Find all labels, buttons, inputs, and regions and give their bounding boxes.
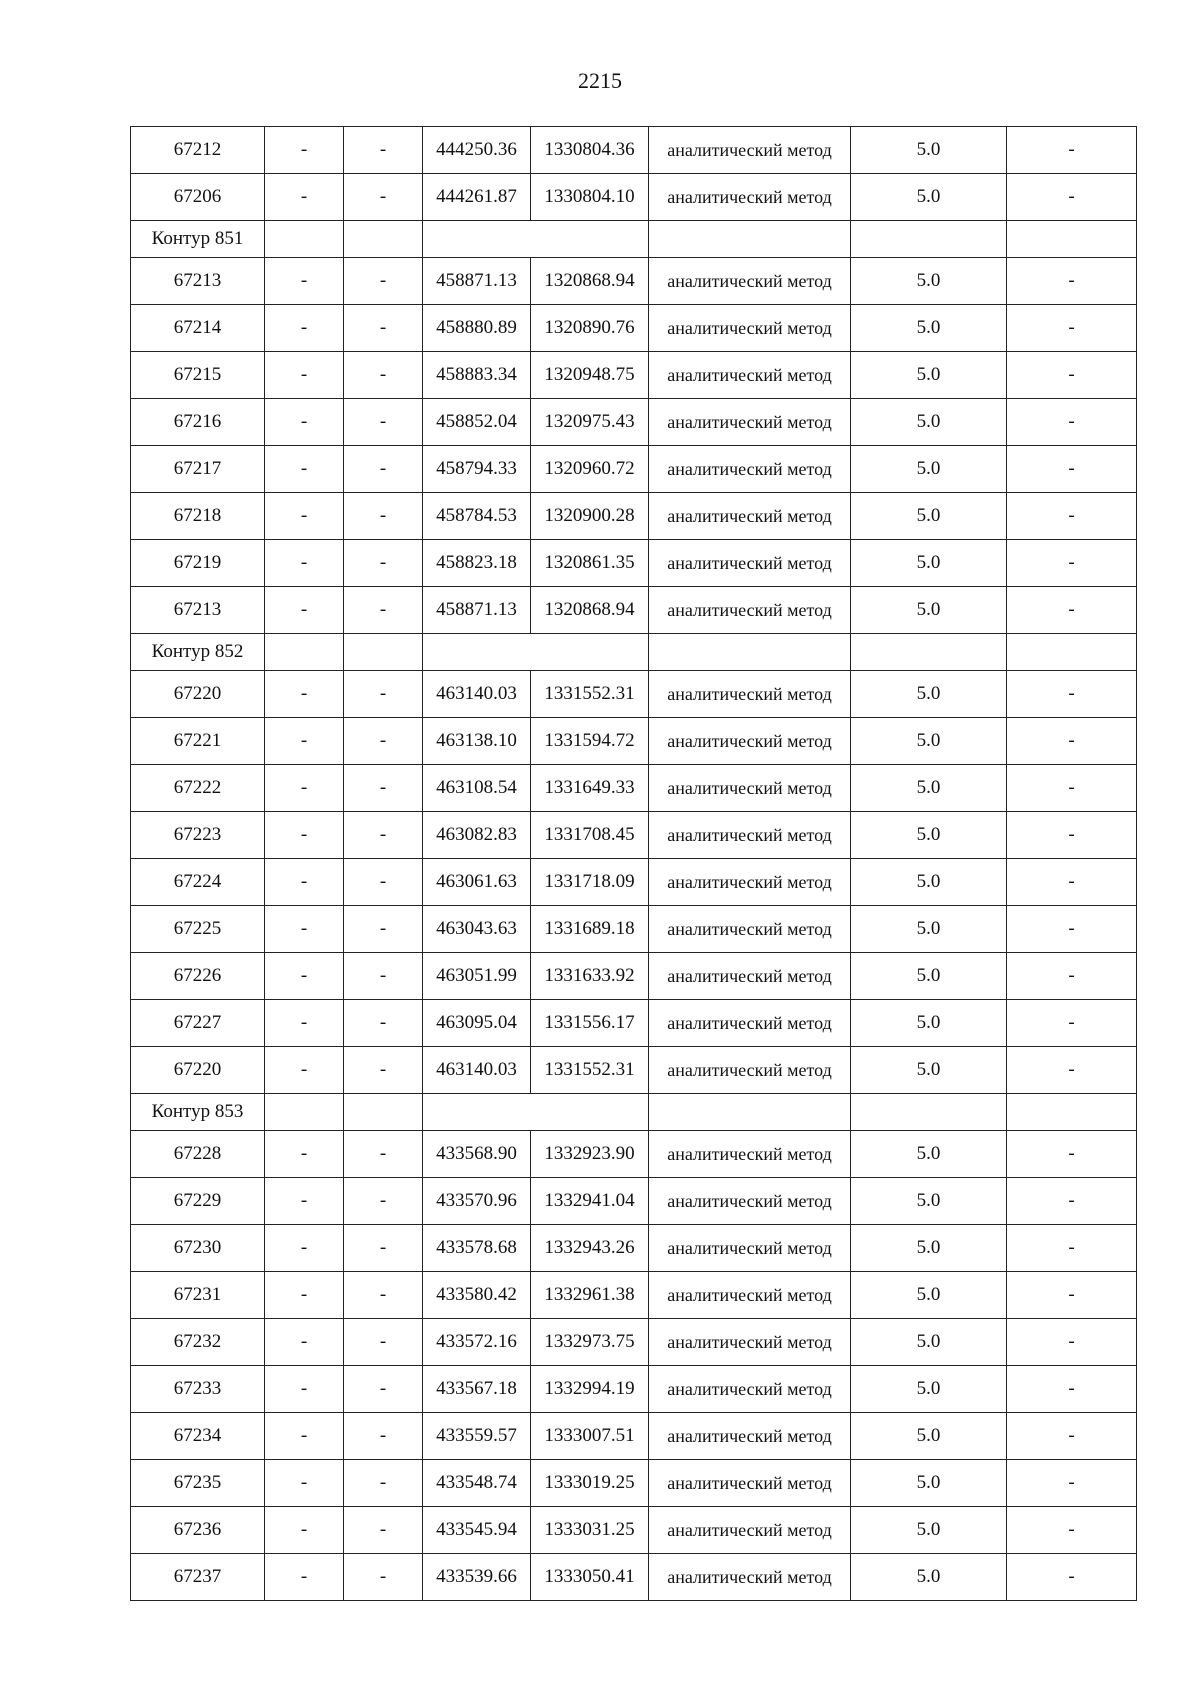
accuracy-cell: 5.0 (851, 258, 1007, 305)
dash-cell: - (265, 352, 344, 399)
dash-cell: - (344, 1047, 423, 1094)
accuracy-cell: 5.0 (851, 493, 1007, 540)
dash-cell: - (344, 1178, 423, 1225)
x-coordinate-cell: 433539.66 (423, 1554, 531, 1601)
y-coordinate-cell: 1331594.72 (531, 718, 649, 765)
dash-cell: - (265, 718, 344, 765)
x-coordinate-cell: 463108.54 (423, 765, 531, 812)
dash-cell: - (1007, 1507, 1137, 1554)
dash-cell: - (265, 127, 344, 174)
point-id-cell: 67218 (131, 493, 265, 540)
dash-cell: - (344, 671, 423, 718)
dash-cell: - (265, 1047, 344, 1094)
dash-cell: - (1007, 305, 1137, 352)
table-row (131, 587, 1137, 634)
table-row (131, 1460, 1137, 1507)
table-row (131, 906, 1137, 953)
method-cell: аналитический метод (649, 1554, 851, 1601)
empty-cell (1007, 1094, 1137, 1131)
point-id-cell: 67229 (131, 1178, 265, 1225)
y-coordinate-cell: 1332923.90 (531, 1131, 649, 1178)
x-coordinate-cell: 458883.34 (423, 352, 531, 399)
dash-cell: - (1007, 352, 1137, 399)
y-coordinate-cell: 1333007.51 (531, 1413, 649, 1460)
dash-cell: - (344, 1460, 423, 1507)
coordinates-table (130, 126, 1137, 1601)
dash-cell: - (1007, 812, 1137, 859)
table-row (131, 1047, 1137, 1094)
dash-cell: - (344, 174, 423, 221)
method-cell: аналитический метод (649, 1178, 851, 1225)
dash-cell: - (1007, 493, 1137, 540)
empty-cell (649, 634, 851, 671)
y-coordinate-cell: 1331552.31 (531, 671, 649, 718)
empty-cell (423, 221, 649, 258)
accuracy-cell: 5.0 (851, 1000, 1007, 1047)
x-coordinate-cell: 433570.96 (423, 1178, 531, 1225)
table-row (131, 1178, 1137, 1225)
x-coordinate-cell: 463051.99 (423, 953, 531, 1000)
dash-cell: - (344, 1413, 423, 1460)
table-row (131, 718, 1137, 765)
empty-cell (344, 1094, 423, 1131)
method-cell: аналитический метод (649, 1319, 851, 1366)
dash-cell: - (1007, 1178, 1137, 1225)
y-coordinate-cell: 1332941.04 (531, 1178, 649, 1225)
dash-cell: - (265, 1460, 344, 1507)
empty-cell (344, 221, 423, 258)
contour-name-cell: Контур 853 (131, 1094, 265, 1131)
x-coordinate-cell: 463095.04 (423, 1000, 531, 1047)
method-cell: аналитический метод (649, 1272, 851, 1319)
dash-cell: - (1007, 906, 1137, 953)
method-cell: аналитический метод (649, 127, 851, 174)
accuracy-cell: 5.0 (851, 1460, 1007, 1507)
dash-cell: - (344, 1366, 423, 1413)
dash-cell: - (344, 859, 423, 906)
x-coordinate-cell: 433580.42 (423, 1272, 531, 1319)
accuracy-cell: 5.0 (851, 540, 1007, 587)
accuracy-cell: 5.0 (851, 671, 1007, 718)
dash-cell: - (344, 540, 423, 587)
dash-cell: - (1007, 1225, 1137, 1272)
x-coordinate-cell: 458880.89 (423, 305, 531, 352)
accuracy-cell: 5.0 (851, 859, 1007, 906)
method-cell: аналитический метод (649, 1047, 851, 1094)
accuracy-cell: 5.0 (851, 1131, 1007, 1178)
point-id-cell: 67220 (131, 1047, 265, 1094)
empty-cell (265, 634, 344, 671)
point-id-cell: 67227 (131, 1000, 265, 1047)
dash-cell: - (344, 493, 423, 540)
contour-name-cell: Контур 852 (131, 634, 265, 671)
dash-cell: - (344, 765, 423, 812)
y-coordinate-cell: 1332943.26 (531, 1225, 649, 1272)
table-row (131, 953, 1137, 1000)
dash-cell: - (1007, 1460, 1137, 1507)
accuracy-cell: 5.0 (851, 399, 1007, 446)
accuracy-cell: 5.0 (851, 1554, 1007, 1601)
dash-cell: - (344, 953, 423, 1000)
accuracy-cell: 5.0 (851, 1507, 1007, 1554)
dash-cell: - (1007, 1366, 1137, 1413)
accuracy-cell: 5.0 (851, 1413, 1007, 1460)
accuracy-cell: 5.0 (851, 305, 1007, 352)
contour-header-row (131, 221, 1137, 258)
point-id-cell: 67230 (131, 1225, 265, 1272)
accuracy-cell: 5.0 (851, 1319, 1007, 1366)
x-coordinate-cell: 463140.03 (423, 1047, 531, 1094)
point-id-cell: 67206 (131, 174, 265, 221)
dash-cell: - (1007, 1319, 1137, 1366)
x-coordinate-cell: 463061.63 (423, 859, 531, 906)
empty-cell (649, 221, 851, 258)
empty-cell (423, 1094, 649, 1131)
dash-cell: - (1007, 718, 1137, 765)
dash-cell: - (265, 493, 344, 540)
table-row (131, 1225, 1137, 1272)
point-id-cell: 67232 (131, 1319, 265, 1366)
method-cell: аналитический метод (649, 352, 851, 399)
accuracy-cell: 5.0 (851, 352, 1007, 399)
dash-cell: - (344, 906, 423, 953)
accuracy-cell: 5.0 (851, 1178, 1007, 1225)
table-row (131, 493, 1137, 540)
dash-cell: - (1007, 587, 1137, 634)
method-cell: аналитический метод (649, 765, 851, 812)
method-cell: аналитический метод (649, 1460, 851, 1507)
dash-cell: - (265, 812, 344, 859)
y-coordinate-cell: 1332961.38 (531, 1272, 649, 1319)
accuracy-cell: 5.0 (851, 587, 1007, 634)
empty-cell (265, 1094, 344, 1131)
dash-cell: - (265, 1366, 344, 1413)
empty-cell (1007, 634, 1137, 671)
empty-cell (649, 1094, 851, 1131)
y-coordinate-cell: 1331633.92 (531, 953, 649, 1000)
table-row (131, 1413, 1137, 1460)
x-coordinate-cell: 463140.03 (423, 671, 531, 718)
point-id-cell: 67228 (131, 1131, 265, 1178)
y-coordinate-cell: 1331689.18 (531, 906, 649, 953)
accuracy-cell: 5.0 (851, 1366, 1007, 1413)
method-cell: аналитический метод (649, 1413, 851, 1460)
point-id-cell: 67233 (131, 1366, 265, 1413)
dash-cell: - (265, 671, 344, 718)
dash-cell: - (344, 1131, 423, 1178)
empty-cell (423, 634, 649, 671)
x-coordinate-cell: 433568.90 (423, 1131, 531, 1178)
method-cell: аналитический метод (649, 718, 851, 765)
accuracy-cell: 5.0 (851, 127, 1007, 174)
y-coordinate-cell: 1320948.75 (531, 352, 649, 399)
table-row (131, 540, 1137, 587)
dash-cell: - (265, 1554, 344, 1601)
empty-cell (344, 634, 423, 671)
y-coordinate-cell: 1332994.19 (531, 1366, 649, 1413)
dash-cell: - (265, 540, 344, 587)
y-coordinate-cell: 1320868.94 (531, 258, 649, 305)
method-cell: аналитический метод (649, 812, 851, 859)
table-row (131, 127, 1137, 174)
dash-cell: - (265, 1131, 344, 1178)
y-coordinate-cell: 1331718.09 (531, 859, 649, 906)
dash-cell: - (1007, 765, 1137, 812)
dash-cell: - (265, 1225, 344, 1272)
dash-cell: - (265, 906, 344, 953)
table-row (131, 1272, 1137, 1319)
y-coordinate-cell: 1320975.43 (531, 399, 649, 446)
dash-cell: - (344, 812, 423, 859)
y-coordinate-cell: 1331552.31 (531, 1047, 649, 1094)
table-row (131, 305, 1137, 352)
point-id-cell: 67221 (131, 718, 265, 765)
x-coordinate-cell: 458871.13 (423, 587, 531, 634)
x-coordinate-cell: 433545.94 (423, 1507, 531, 1554)
accuracy-cell: 5.0 (851, 812, 1007, 859)
table-row (131, 399, 1137, 446)
dash-cell: - (1007, 953, 1137, 1000)
dash-cell: - (344, 305, 423, 352)
x-coordinate-cell: 444261.87 (423, 174, 531, 221)
y-coordinate-cell: 1320960.72 (531, 446, 649, 493)
dash-cell: - (1007, 1272, 1137, 1319)
dash-cell: - (265, 1272, 344, 1319)
y-coordinate-cell: 1320890.76 (531, 305, 649, 352)
table-row (131, 174, 1137, 221)
y-coordinate-cell: 1330804.10 (531, 174, 649, 221)
method-cell: аналитический метод (649, 671, 851, 718)
y-coordinate-cell: 1331556.17 (531, 1000, 649, 1047)
dash-cell: - (1007, 127, 1137, 174)
method-cell: аналитический метод (649, 1131, 851, 1178)
y-coordinate-cell: 1320900.28 (531, 493, 649, 540)
accuracy-cell: 5.0 (851, 906, 1007, 953)
table-row (131, 446, 1137, 493)
accuracy-cell: 5.0 (851, 953, 1007, 1000)
method-cell: аналитический метод (649, 305, 851, 352)
dash-cell: - (1007, 671, 1137, 718)
accuracy-cell: 5.0 (851, 1047, 1007, 1094)
x-coordinate-cell: 433572.16 (423, 1319, 531, 1366)
empty-cell (265, 221, 344, 258)
point-id-cell: 67213 (131, 587, 265, 634)
dash-cell: - (265, 859, 344, 906)
dash-cell: - (344, 399, 423, 446)
empty-cell (1007, 221, 1137, 258)
dash-cell: - (344, 1000, 423, 1047)
table-row (131, 1507, 1137, 1554)
table-row (131, 1131, 1137, 1178)
dash-cell: - (1007, 1413, 1137, 1460)
y-coordinate-cell: 1331708.45 (531, 812, 649, 859)
x-coordinate-cell: 433578.68 (423, 1225, 531, 1272)
dash-cell: - (265, 765, 344, 812)
table-row (131, 671, 1137, 718)
method-cell: аналитический метод (649, 859, 851, 906)
point-id-cell: 67237 (131, 1554, 265, 1601)
dash-cell: - (344, 587, 423, 634)
dash-cell: - (1007, 174, 1137, 221)
method-cell: аналитический метод (649, 399, 851, 446)
dash-cell: - (1007, 399, 1137, 446)
method-cell: аналитический метод (649, 540, 851, 587)
dash-cell: - (265, 1178, 344, 1225)
dash-cell: - (344, 127, 423, 174)
dash-cell: - (344, 352, 423, 399)
dash-cell: - (344, 258, 423, 305)
method-cell: аналитический метод (649, 1507, 851, 1554)
y-coordinate-cell: 1320861.35 (531, 540, 649, 587)
table-row (131, 1319, 1137, 1366)
method-cell: аналитический метод (649, 493, 851, 540)
x-coordinate-cell: 433548.74 (423, 1460, 531, 1507)
point-id-cell: 67236 (131, 1507, 265, 1554)
method-cell: аналитический метод (649, 446, 851, 493)
point-id-cell: 67219 (131, 540, 265, 587)
dash-cell: - (344, 1554, 423, 1601)
dash-cell: - (1007, 1554, 1137, 1601)
point-id-cell: 67220 (131, 671, 265, 718)
point-id-cell: 67215 (131, 352, 265, 399)
point-id-cell: 67223 (131, 812, 265, 859)
page-number: 2215 (578, 68, 622, 93)
dash-cell: - (265, 305, 344, 352)
table-row (131, 1366, 1137, 1413)
table-row (131, 812, 1137, 859)
y-coordinate-cell: 1331649.33 (531, 765, 649, 812)
dash-cell: - (344, 718, 423, 765)
point-id-cell: 67213 (131, 258, 265, 305)
x-coordinate-cell: 458871.13 (423, 258, 531, 305)
point-id-cell: 67226 (131, 953, 265, 1000)
contour-header-row (131, 1094, 1137, 1131)
x-coordinate-cell: 463043.63 (423, 906, 531, 953)
point-id-cell: 67231 (131, 1272, 265, 1319)
point-id-cell: 67234 (131, 1413, 265, 1460)
accuracy-cell: 5.0 (851, 446, 1007, 493)
empty-cell (851, 634, 1007, 671)
contour-name-cell: Контур 851 (131, 221, 265, 258)
dash-cell: - (344, 1272, 423, 1319)
dash-cell: - (344, 1319, 423, 1366)
dash-cell: - (265, 174, 344, 221)
x-coordinate-cell: 458852.04 (423, 399, 531, 446)
table-row (131, 1000, 1137, 1047)
table-row (131, 765, 1137, 812)
point-id-cell: 67235 (131, 1460, 265, 1507)
x-coordinate-cell: 444250.36 (423, 127, 531, 174)
point-id-cell: 67225 (131, 906, 265, 953)
x-coordinate-cell: 463138.10 (423, 718, 531, 765)
dash-cell: - (265, 1319, 344, 1366)
point-id-cell: 67212 (131, 127, 265, 174)
point-id-cell: 67222 (131, 765, 265, 812)
y-coordinate-cell: 1330804.36 (531, 127, 649, 174)
dash-cell: - (1007, 859, 1137, 906)
dash-cell: - (1007, 258, 1137, 305)
x-coordinate-cell: 458823.18 (423, 540, 531, 587)
y-coordinate-cell: 1320868.94 (531, 587, 649, 634)
table-row (131, 258, 1137, 305)
dash-cell: - (265, 446, 344, 493)
dash-cell: - (1007, 1000, 1137, 1047)
dash-cell: - (1007, 1047, 1137, 1094)
y-coordinate-cell: 1333031.25 (531, 1507, 649, 1554)
y-coordinate-cell: 1333050.41 (531, 1554, 649, 1601)
accuracy-cell: 5.0 (851, 1272, 1007, 1319)
method-cell: аналитический метод (649, 906, 851, 953)
dash-cell: - (1007, 1131, 1137, 1178)
contour-header-row (131, 634, 1137, 671)
table-row (131, 859, 1137, 906)
dash-cell: - (265, 258, 344, 305)
table-row (131, 352, 1137, 399)
dash-cell: - (344, 1507, 423, 1554)
table-row (131, 1554, 1137, 1601)
method-cell: аналитический метод (649, 1366, 851, 1413)
dash-cell: - (265, 587, 344, 634)
dash-cell: - (265, 399, 344, 446)
x-coordinate-cell: 433559.57 (423, 1413, 531, 1460)
accuracy-cell: 5.0 (851, 718, 1007, 765)
empty-cell (851, 1094, 1007, 1131)
dash-cell: - (1007, 540, 1137, 587)
method-cell: аналитический метод (649, 258, 851, 305)
point-id-cell: 67224 (131, 859, 265, 906)
point-id-cell: 67214 (131, 305, 265, 352)
method-cell: аналитический метод (649, 174, 851, 221)
dash-cell: - (344, 1225, 423, 1272)
y-coordinate-cell: 1333019.25 (531, 1460, 649, 1507)
accuracy-cell: 5.0 (851, 1225, 1007, 1272)
x-coordinate-cell: 433567.18 (423, 1366, 531, 1413)
dash-cell: - (265, 1413, 344, 1460)
point-id-cell: 67216 (131, 399, 265, 446)
point-id-cell: 67217 (131, 446, 265, 493)
method-cell: аналитический метод (649, 953, 851, 1000)
x-coordinate-cell: 463082.83 (423, 812, 531, 859)
method-cell: аналитический метод (649, 587, 851, 634)
method-cell: аналитический метод (649, 1225, 851, 1272)
y-coordinate-cell: 1332973.75 (531, 1319, 649, 1366)
x-coordinate-cell: 458784.53 (423, 493, 531, 540)
x-coordinate-cell: 458794.33 (423, 446, 531, 493)
method-cell: аналитический метод (649, 1000, 851, 1047)
accuracy-cell: 5.0 (851, 174, 1007, 221)
dash-cell: - (265, 1000, 344, 1047)
dash-cell: - (344, 446, 423, 493)
dash-cell: - (265, 1507, 344, 1554)
accuracy-cell: 5.0 (851, 765, 1007, 812)
dash-cell: - (265, 953, 344, 1000)
empty-cell (851, 221, 1007, 258)
coordinates-table-body (131, 127, 1137, 1601)
dash-cell: - (1007, 446, 1137, 493)
